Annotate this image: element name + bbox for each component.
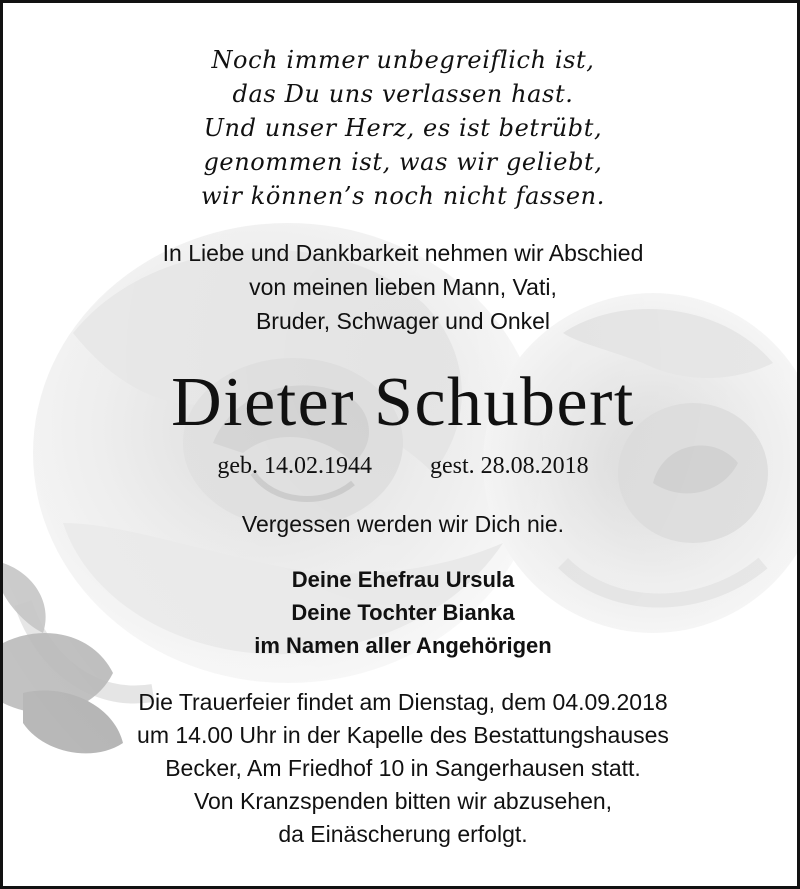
mourner-line: Deine Ehefrau Ursula: [291, 567, 515, 592]
mourner-line: im Namen aller Angehörigen: [254, 633, 552, 658]
intro-line: Bruder, Schwager und Onkel: [255, 308, 551, 334]
intro-line: von meinen lieben Mann, Vati,: [249, 274, 557, 300]
poem-line: das Du uns verlassen hast.: [232, 80, 574, 108]
notice-line: Die Trauerfeier findet am Dienstag, dem 04.09.2018: [138, 689, 668, 715]
notice-line: Von Kranzspenden bitten wir abzusehen,: [193, 788, 613, 814]
poem-line: genommen ist, was wir geliebt,: [203, 148, 603, 176]
poem-line: Und unser Herz, es ist betrübt,: [203, 114, 603, 142]
life-dates: [3, 451, 800, 481]
death-date: gest. 28.08.2018: [429, 453, 589, 479]
remembrance-line: Vergessen werden wir Dich nie.: [241, 511, 565, 537]
farewell-intro: [3, 236, 800, 338]
obituary-content: [3, 3, 800, 889]
poem-line: wir können’s noch nicht fassen.: [201, 182, 605, 210]
birth-date: geb. 14.02.1944: [217, 453, 372, 479]
intro-line: In Liebe und Dankbarkeit nehmen wir Abschied: [162, 240, 644, 266]
mourner-line: Deine Tochter Bianka: [291, 600, 515, 625]
poem-line: Noch immer unbegreiflich ist,: [211, 46, 595, 74]
deceased-name: Dieter Schubert: [171, 364, 635, 441]
notice-line: um 14.00 Uhr in der Kapelle des Bestattungshauses: [137, 722, 669, 748]
notice-line: da Einäscherung erfolgt.: [278, 821, 528, 847]
funeral-notice: [3, 686, 800, 851]
notice-line: Becker, Am Friedhof 10 in Sangerhausen statt.: [165, 755, 641, 781]
mourners: [3, 563, 800, 662]
poem: [3, 43, 800, 213]
